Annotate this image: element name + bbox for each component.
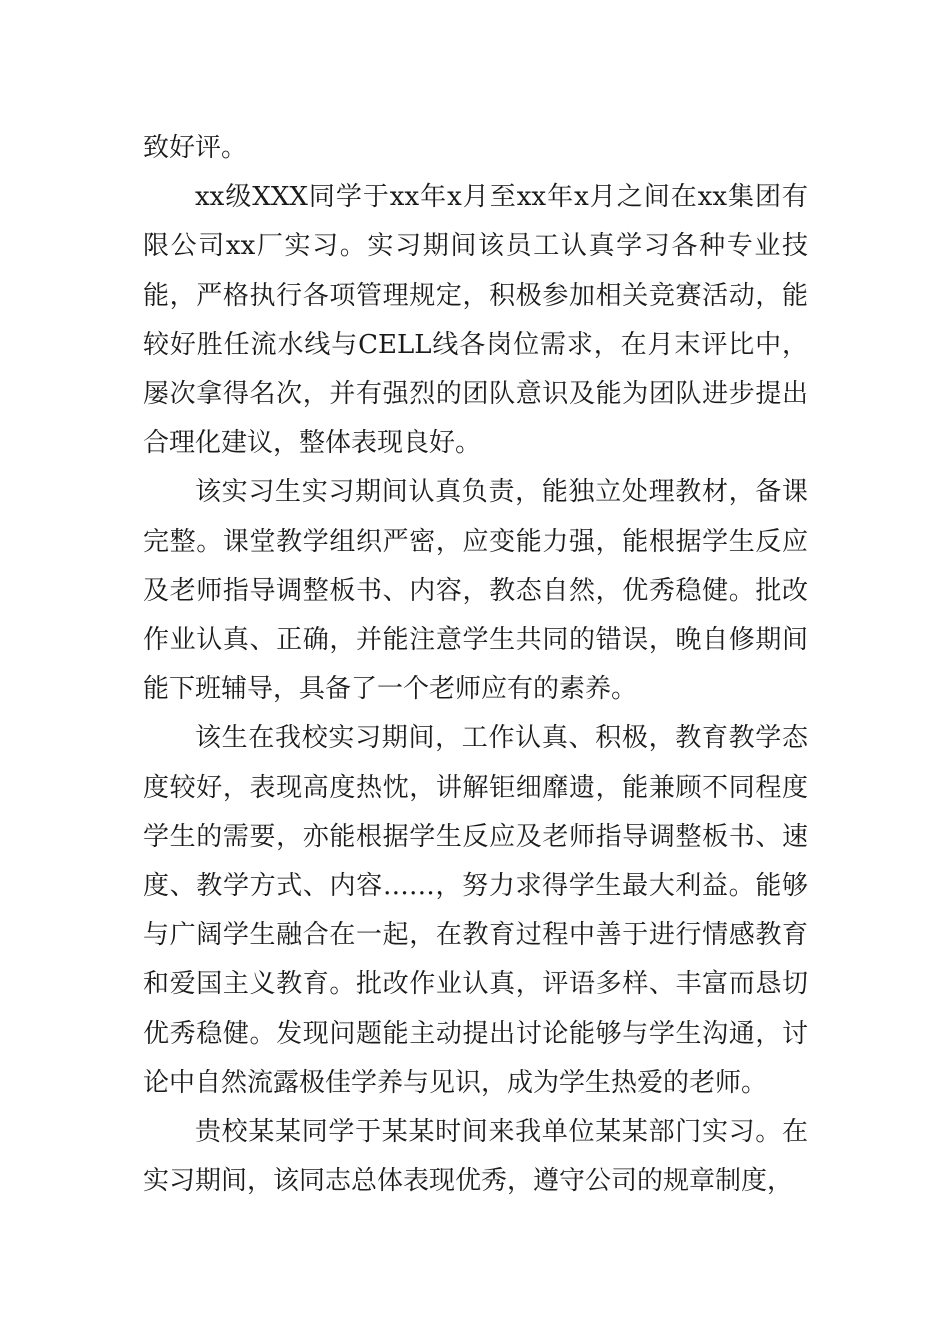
document-body [143,124,808,1206]
paragraph-company-internship: 贵校某某同学于某某时间来我单位某某部门实习。在实习期间，该同志总体表现优秀，遵守公司的规章制度， [143,1117,808,1197]
paragraph-continuation: 致好评。 [143,133,248,163]
paragraph-school-internship: 该生在我校实习期间，工作认真、积极，教育教学态度较好，表现高度热忱，讲解钜细靡遗，能兼顾不同程度学生的需要，亦能根据学生反应及老师指导调整板书、速度、教学方式、内容……，努力求得学生最大利益。能够与广阔学生融合在一起，在教育过程中善于进行情感教育和爱国主义教育。批改作业认真，评语多样、丰富而恳切优秀稳健。发现问题能主动提出讨论能够与学生沟通，讨论中自然流露极佳学养与见识，成为学生热爱的老师。 [143,723,808,1098]
paragraph-factory-internship: xx级XXX同学于xx年x月至xx年x月之间在xx集团有限公司xx厂实习。实习期间该员工认真学习各种专业技能，严格执行各项管理规定，积极参加相关竞赛活动，能较好胜任流水线与CELL线各岗位需求，在月末评比中，屡次拿得名次，并有强烈的团队意识及能为团队进步提出合理化建议，整体表现良好。 [143,182,808,459]
paragraph-teaching-intern: 该实习生实习期间认真负责，能独立处理教材，备课完整。课堂教学组织严密，应变能力强，能根据学生反应及老师指导调整板书、内容，教态自然，优秀稳健。批改作业认真、正确，并能注意学生共同的错误，晚自修期间能下班辅导，具备了一个老师应有的素养。 [143,477,808,705]
